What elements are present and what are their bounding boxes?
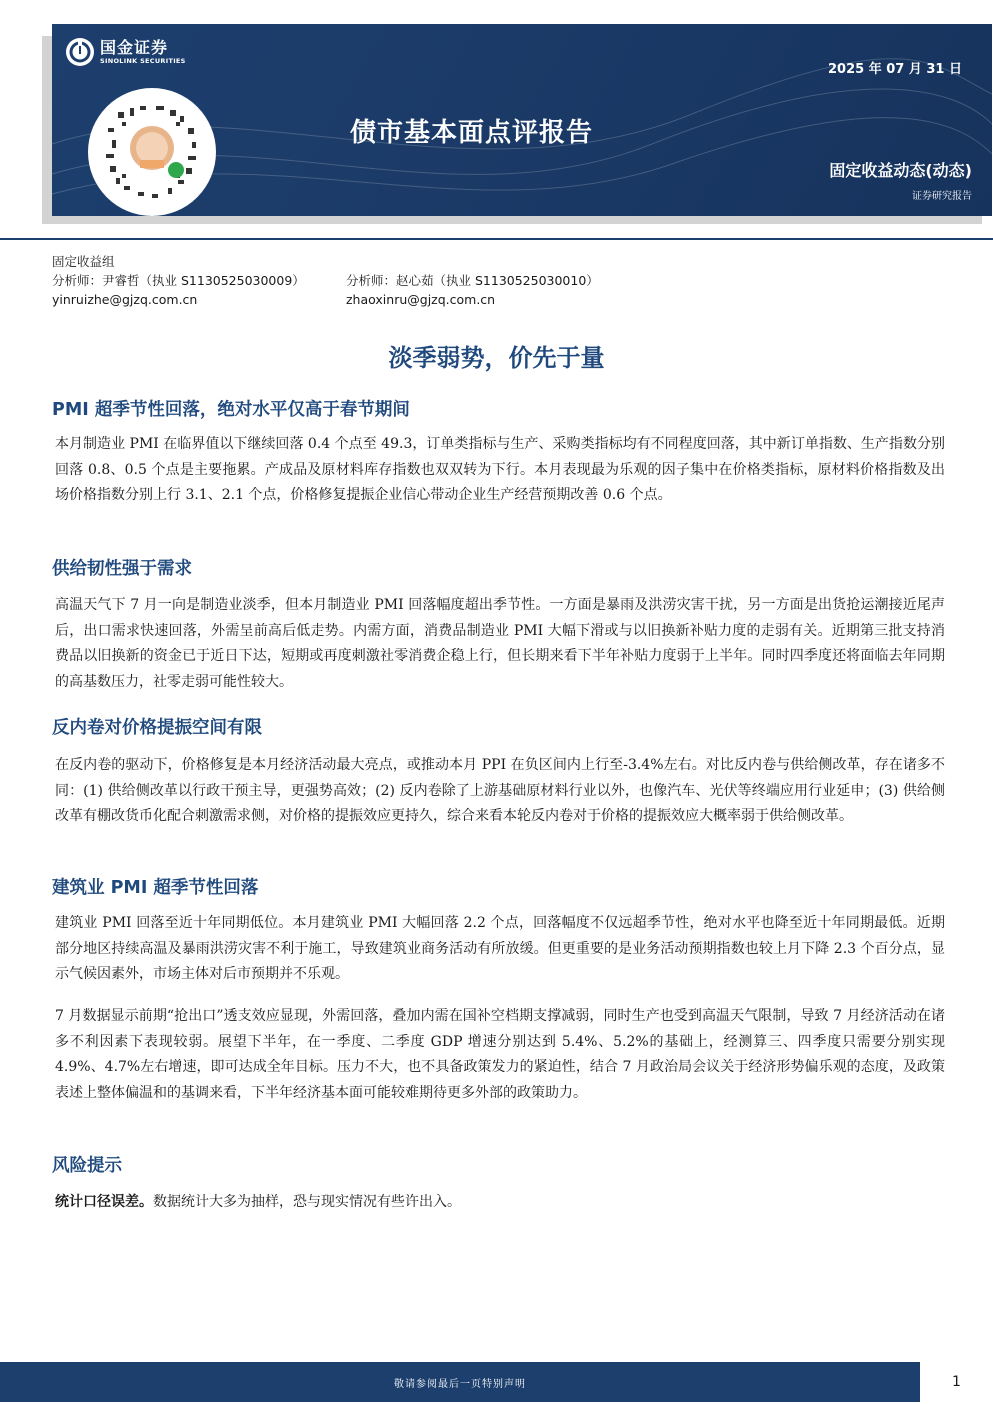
mini-program-qr-code xyxy=(88,88,216,216)
logo-text-en: SINOLINK SECURITIES xyxy=(100,57,186,65)
report-kind: 证券研究报告 xyxy=(912,191,972,202)
page-number: 1 xyxy=(952,1374,961,1390)
risk-text: 数据统计大多为抽样，恐与现实情况有些许出入。 xyxy=(153,1194,461,1210)
company-logo xyxy=(66,38,186,66)
risk-label: 统计口径误差。 xyxy=(55,1194,153,1210)
author-block xyxy=(52,252,599,309)
footer-notice: 敬请参阅最后一页特别声明 xyxy=(394,1378,526,1390)
report-header-banner xyxy=(52,24,992,216)
section-heading-construction: 建筑业 PMI 超季节性回落 xyxy=(52,878,259,898)
paragraph-supply: 高温天气下 7 月一向是制造业淡季，但本月制造业 PMI 回落幅度超出季节性。一方面是暴雨及洪涝灾害干扰，另一方面是出货抢运潮接近尾声后，出口需求快速回落，外需呈前高后低走势。内需方面，消费品制造业 PMI 大幅下滑或与以旧换新补贴力度的走弱有关。近期第三批支持消费品以旧换新的资金已于近日下达，短期或再度刺激社零消费企稳上行，但长期来看下半年补贴力度弱于上半年。同时四季度还将面临去年同期的高基数压力，社零走弱可能性较大。 xyxy=(55,597,945,690)
header-divider xyxy=(0,238,993,240)
logo-text-cn: 国金证券 xyxy=(100,38,169,57)
paragraph-anti-involution: 在反内卷的驱动下，价格修复是本月经济活动最大亮点，或推动本月 PPI 在负区间内上行至-3.4%左右。对比反内卷与供给侧改革，存在诸多不同：(1) 供给侧改革以行政干预主导，更强势高效；(2) 反内卷除了上游基础原材料行业以外，也像汽车、光伏等终端应用行业延申；(3) 供给侧改革有棚改货币化配合刺激需求侧，对价格的提振效应更持久，综合来看本轮反内卷对于价格的提振效应大概率弱于供给侧改革。 xyxy=(55,757,945,824)
article-title: 淡季弱势，价先于量 xyxy=(388,344,605,372)
logo-mark-icon xyxy=(66,38,94,66)
analyst-2: 分析师：赵心茹（执业 S1130525030010） xyxy=(346,273,599,288)
report-type: 固定收益动态(动态) xyxy=(829,161,972,180)
paragraph-construction-2: 7 月数据显示前期“抢出口”透支效应显现，外需回落，叠加内需在国补空档期支撑减弱，同时生产也受到高温天气限制，导致 7 月经济活动在诸多不利因素下表现较弱。展望下半年，在一季度、二季度 GDP 增速分别达到 5.4%、5.2%的基础上，经测算三、四季度只需要分别实现 4.9%、4.7%左右增速，即可达成全年目标。压力不大，也不具备政策发力的紧迫性，结合 7 月政治局会议关于经济形势偏乐观的态度，及政策表述上整体偏温和的基调来看，下半年经济基本面可能较难期待更多外部的政策助力。 xyxy=(55,1008,945,1101)
paragraph-construction-1: 建筑业 PMI 回落至近十年同期低位。本月建筑业 PMI 大幅回落 2.2 个点，回落幅度不仅远超季节性，绝对水平也降至近十年同期最低。近期部分地区持续高温及暴雨洪涝灾害不利于施工，导致建筑业商务活动有所放缓。但更重要的是业务活动预期指数也较上月下降 2.3 个百分点，显示气候因素外，市场主体对后市预期并不乐观。 xyxy=(55,915,945,982)
research-group: 固定收益组 xyxy=(52,254,115,269)
section-heading-pmi: PMI 超季节性回落，绝对水平仅高于春节期间 xyxy=(52,400,410,420)
footer-disclaimer-bar xyxy=(0,1362,920,1402)
paragraph-risk xyxy=(55,1190,945,1216)
analyst-1-email[interactable]: yinruizhe@gjzq.com.cn xyxy=(52,292,198,307)
report-title: 债市基本面点评报告 xyxy=(350,118,594,148)
analyst-2-email[interactable]: zhaoxinru@gjzq.com.cn xyxy=(346,292,496,307)
section-heading-supply: 供给韧性强于需求 xyxy=(52,559,192,579)
section-heading-anti-involution: 反内卷对价格提振空间有限 xyxy=(52,718,262,738)
section-heading-risk: 风险提示 xyxy=(52,1156,122,1176)
paragraph-pmi: 本月制造业 PMI 在临界值以下继续回落 0.4 个点至 49.3，订单类指标与生产、采购类指标均有不同程度回落，其中新订单指数、生产指数分别回落 0.8、0.5 个点是主要拖累。产成品及原材料库存指数也双双转为下行。本月表现最为乐观的因子集中在价格类指标，原材料价格指数及出场价格指数分别上行 3.1、2.1 个点，价格修复提振企业信心带动企业生产经营预期改善 0.6 个点。 xyxy=(55,436,945,503)
report-date: 2025 年 07 月 31 日 xyxy=(828,62,962,77)
analyst-1: 分析师：尹睿哲（执业 S1130525030009） xyxy=(52,273,305,288)
qr-code-icon xyxy=(88,88,216,216)
